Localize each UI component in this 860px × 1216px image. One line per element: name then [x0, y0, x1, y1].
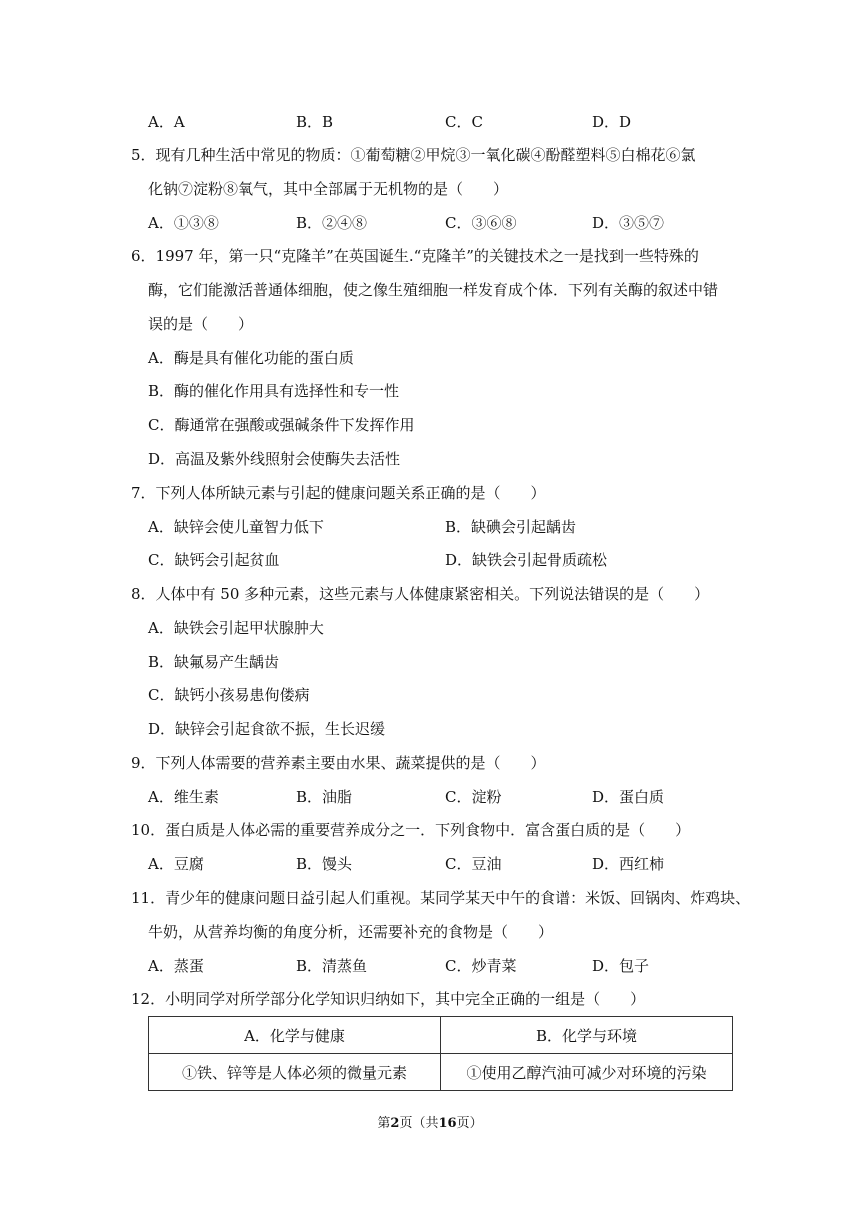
- table-cell-a1: ①铁、锌等是人体必须的微量元素: [149, 1054, 441, 1091]
- q5-stem-line2: 化钠⑦淀粉⑧氧气，其中全部属于无机物的是（ ）: [148, 180, 509, 198]
- q4-option-d: D．D: [592, 113, 632, 131]
- q7-option-c: C．缺钙会引起贫血: [148, 551, 280, 569]
- q8-option-d: D．缺锌会引起食欲不振，生长迟缓: [148, 720, 386, 738]
- q4-option-b: B．B: [296, 113, 334, 131]
- q9-option-a: A．维生素: [148, 788, 219, 806]
- table-header-cell-b: B．化学与环境: [441, 1017, 733, 1054]
- q11-option-a: A．蒸蛋: [148, 957, 204, 975]
- q8-stem: 8．人体中有 50 多种元素，这些元素与人体健康紧密相关。下列说法错误的是（ ）: [131, 585, 710, 603]
- q11-option-d: D．包子: [592, 957, 650, 975]
- q4-option-a: A．A: [148, 113, 185, 131]
- q8-option-c: C．缺钙小孩易患佝偻病: [148, 686, 310, 704]
- q9-option-b: B．油脂: [296, 788, 353, 806]
- q5-stem-line1: 5．现有几种生活中常见的物质：①葡萄糖②甲烷③一氧化碳④酚醛塑料⑤白棉花⑥氯: [131, 146, 696, 164]
- q11-option-b: B．清蒸鱼: [296, 957, 368, 975]
- q6-stem-line1: 6．1997 年，第一只“克隆羊”在英国诞生.“克隆羊”的关键技术之一是找到一些特殊的: [131, 247, 699, 265]
- q5-option-c: C．③⑥⑧: [445, 214, 517, 232]
- q8-option-a: A．缺铁会引起甲状腺肿大: [148, 619, 324, 637]
- q10-stem: 10．蛋白质是人体必需的重要营养成分之一．下列食物中．富含蛋白质的是（ ）: [131, 821, 691, 839]
- q6-option-c: C．酶通常在强酸或强碱条件下发挥作用: [148, 416, 415, 434]
- table-row: [149, 1054, 733, 1091]
- q5-option-b: B．②④⑧: [296, 214, 368, 232]
- q8-option-b: B．缺氟易产生龋齿: [148, 653, 280, 671]
- q6-option-b: B．酶的催化作用具有选择性和专一性: [148, 382, 400, 400]
- q12-stem: 12．小明同学对所学部分化学知识归纳如下，其中完全正确的一组是（ ）: [131, 990, 646, 1008]
- q9-stem: 9．下列人体需要的营养素主要由水果、蔬菜提供的是（ ）: [131, 754, 546, 772]
- q10-option-c: C．豆油: [445, 855, 502, 873]
- q11-stem-line2: 牛奶，从营养均衡的角度分析，还需要补充的食物是（ ）: [148, 923, 554, 941]
- footer-prefix: 第: [377, 1116, 391, 1131]
- q7-option-d: D．缺铁会引起骨质疏松: [445, 551, 608, 569]
- q7-stem: 7．下列人体所缺元素与引起的健康问题关系正确的是（ ）: [131, 484, 546, 502]
- q11-option-c: C．炒青菜: [445, 957, 517, 975]
- q9-option-c: C．淀粉: [445, 788, 502, 806]
- q6-stem-line3: 误的是（ ）: [148, 315, 254, 333]
- footer-suffix: 页）: [456, 1116, 483, 1131]
- table-header-cell-a: A．化学与健康: [149, 1017, 441, 1054]
- table-cell-b1: ①使用乙醇汽油可减少对环境的污染: [441, 1054, 733, 1091]
- q10-option-b: B．馒头: [296, 855, 353, 873]
- q6-option-a: A．酶是具有催化功能的蛋白质: [148, 349, 354, 367]
- q11-stem-line1: 11．青少年的健康问题日益引起人们重视。某同学某天中午的食谱：米饭、回锅肉、炸鸡块、: [131, 889, 751, 907]
- footer-middle: 页（共: [399, 1116, 439, 1131]
- table-row: [149, 1017, 733, 1054]
- q12-summary-table: [148, 1016, 733, 1091]
- q10-option-d: D．西红柿: [592, 855, 665, 873]
- page-footer: [0, 1112, 860, 1131]
- q7-option-b: B．缺碘会引起龋齿: [445, 518, 577, 536]
- q4-option-c: C．C: [445, 113, 483, 131]
- footer-page-number: 2: [390, 1116, 400, 1131]
- q9-option-d: D．蛋白质: [592, 788, 665, 806]
- q6-stem-line2: 酶，它们能激活普通体细胞，使之像生殖细胞一样发育成个体．下列有关酶的叙述中错: [148, 281, 719, 299]
- footer-total-pages: 16: [438, 1116, 457, 1131]
- q6-option-d: D．高温及紫外线照射会使酶失去活性: [148, 450, 401, 468]
- q5-option-d: D．③⑤⑦: [592, 214, 665, 232]
- q7-option-a: A．缺锌会使儿童智力低下: [148, 518, 324, 536]
- q10-option-a: A．豆腐: [148, 855, 204, 873]
- q5-option-a: A．①③⑧: [148, 214, 219, 232]
